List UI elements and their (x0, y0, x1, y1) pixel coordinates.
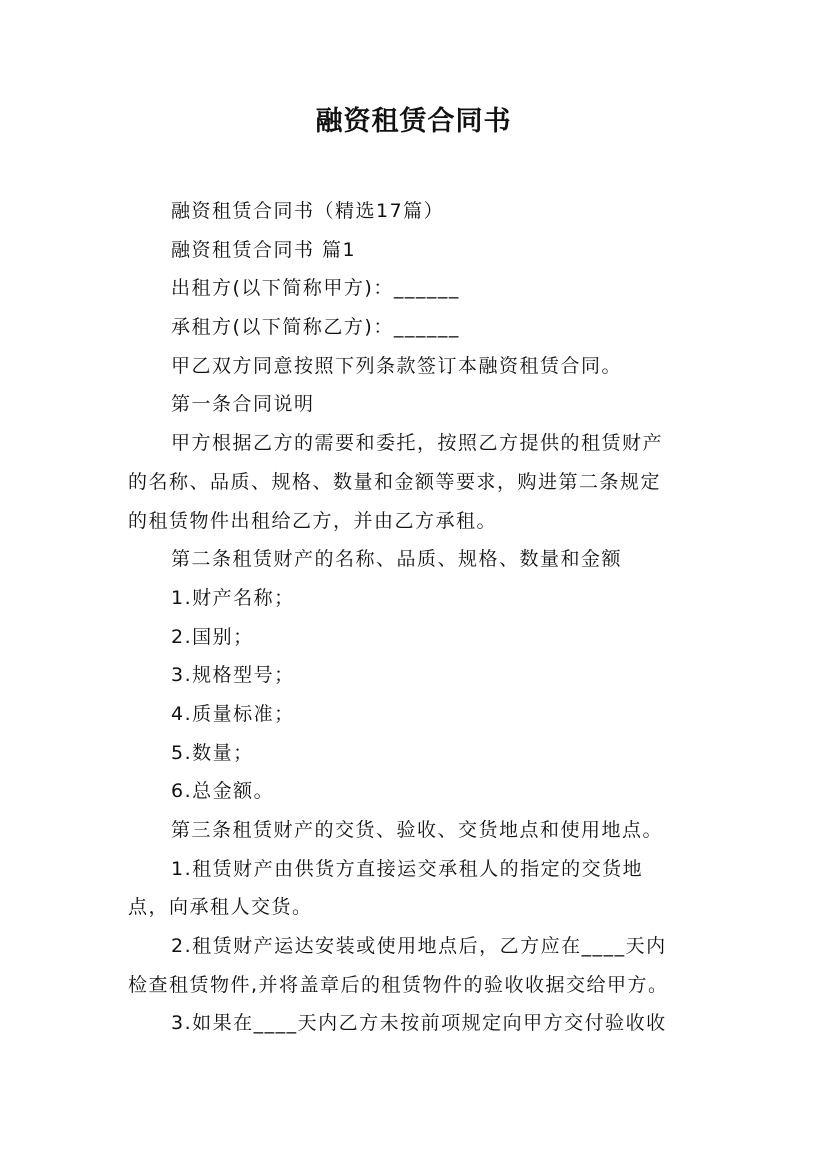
document-body (128, 192, 708, 1043)
paragraph-line: 的租赁物件出租给乙方，并由乙方承租。 (128, 509, 498, 532)
paragraph-line: 2.租赁财产运达安装或使用地点后，乙方应在____天内 (171, 935, 667, 958)
paragraph-line: 点，向承租人交货。 (128, 896, 313, 919)
list-item: 5.数量； (171, 741, 254, 764)
article-heading: 第二条租赁财产的名称、品质、规格、数量和金额 (171, 548, 623, 571)
article-heading: 第三条租赁财产的交货、验收、交货地点和使用地点。 (171, 819, 664, 841)
document-title: 融资租赁合同书 (315, 106, 512, 137)
list-item: 4.质量标准； (171, 702, 295, 725)
paragraph-line: 检查租赁物件,并将盖章后的租赁物件的验收收据交给甲方。 (128, 973, 669, 996)
paragraph-line: 的名称、品质、规格、数量和金额等要求，购进第二条规定 (128, 470, 662, 493)
paragraph-line: 甲方根据乙方的需要和委托，按照乙方提供的租赁财产 (171, 432, 664, 455)
lessee-line: 承租方(以下简称乙方)：______ (171, 316, 460, 339)
list-item: 3.规格型号； (171, 664, 295, 687)
section-heading: 融资租赁合同书 篇1 (171, 238, 357, 261)
list-item: 1.财产名称； (171, 586, 295, 609)
subtitle-line: 融资租赁合同书（精选17篇） (171, 200, 445, 222)
lessor-line: 出租方(以下简称甲方)：______ (171, 277, 460, 300)
paragraph-line: 3.如果在____天内乙方未按前项规定向甲方交付验收收 (171, 1012, 667, 1035)
article-heading: 第一条合同说明 (171, 393, 315, 416)
paragraph-line: 甲乙双方同意按照下列条款签订本融资租赁合同。 (171, 354, 623, 377)
list-item: 2.国别； (171, 625, 254, 648)
list-item: 6.总金额。 (171, 780, 275, 803)
paragraph-line: 1.租赁财产由供货方直接运交承租人的指定的交货地 (171, 857, 644, 880)
